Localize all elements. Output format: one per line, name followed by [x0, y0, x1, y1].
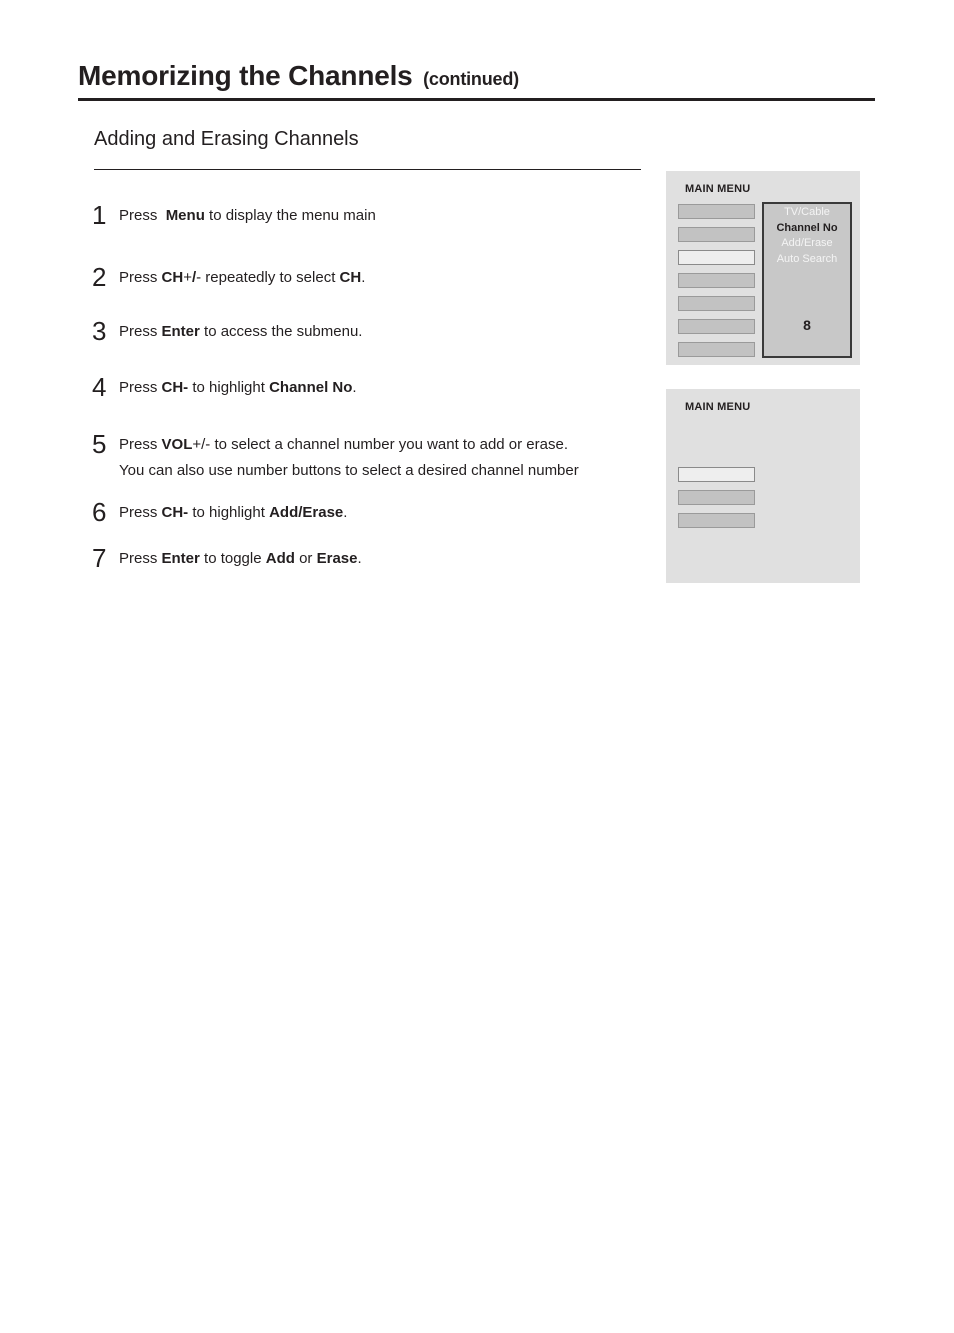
page-title: [78, 60, 519, 92]
submenu-item-channel-no: Channel No: [776, 221, 838, 234]
title-divider: [78, 98, 875, 101]
step-keyword: /: [191, 269, 197, 286]
menu-title: MAIN MENU: [685, 401, 751, 413]
step-text: [119, 203, 376, 229]
step-keyword: Enter: [161, 550, 200, 567]
submenu-item-add-erase: Add/Erase: [781, 237, 833, 249]
step-text-fragment: or: [294, 550, 317, 567]
step-keyword: CH-: [161, 504, 189, 521]
step-text-fragment: .: [352, 379, 357, 396]
step-number: 1: [92, 200, 107, 230]
step-number: 7: [92, 543, 107, 573]
channel-number-value: 8: [803, 317, 811, 333]
step-text-fragment: to toggle: [199, 550, 266, 567]
step-keyword: Enter: [161, 323, 200, 340]
menu-item-bar: [678, 227, 755, 242]
step-text-fragment: +: [183, 269, 192, 286]
step-text: [119, 319, 362, 345]
menu-item-bar: [678, 342, 755, 357]
step-text-fragment: Press: [119, 550, 162, 567]
main-menu-screen-2: [666, 389, 860, 583]
page-title-text: Memorizing the Channels: [78, 60, 413, 91]
step-text-fragment: to display the menu main: [204, 207, 376, 224]
main-menu-screen-1: [666, 171, 860, 365]
step-text-fragment: +/- to select a channel number you want to add or erase.: [192, 436, 568, 453]
step-text-fragment: .: [343, 504, 348, 521]
menu-item-bar: [678, 273, 755, 288]
page-title-suffix: (continued): [423, 69, 519, 89]
step-keyword: CH: [339, 269, 362, 286]
step-text: [119, 375, 357, 401]
step-text-fragment: Press: [119, 269, 162, 286]
menu-item-bar-selected: [678, 250, 755, 265]
step-keyword: Add/Erase: [269, 504, 344, 521]
step-text-fragment: Press: [119, 436, 162, 453]
submenu-item-auto-search: Auto Search: [776, 252, 838, 265]
step-text: [119, 500, 347, 526]
step-number: 3: [92, 316, 107, 346]
step-text: [119, 265, 365, 291]
step-number: 6: [92, 497, 107, 527]
step-keyword: Add: [265, 550, 295, 567]
submenu-item-tv-cable: TV/Cable: [784, 206, 830, 218]
step-number: 5: [92, 429, 107, 459]
step-number: 2: [92, 262, 107, 292]
step-text-fragment: - repeatedly to select: [196, 269, 340, 286]
step-text-fragment: Press: [119, 207, 166, 224]
step-keyword: Channel No: [269, 379, 353, 396]
step-text-line2: You can also use number buttons to select a desired channel number: [119, 462, 579, 479]
step-text-fragment: to highlight: [188, 504, 270, 521]
step-keyword: Menu: [165, 207, 205, 224]
step-text-fragment: .: [357, 550, 362, 567]
step-text: [119, 432, 568, 458]
section-subtitle: Adding and Erasing Channels: [94, 128, 359, 150]
step-text-fragment: Press: [119, 504, 162, 521]
step-text: [119, 546, 362, 572]
menu-title: MAIN MENU: [685, 183, 751, 195]
step-text-fragment: Press: [119, 323, 162, 340]
menu-item-bar: [678, 513, 755, 528]
menu-item-bar-selected: [678, 467, 755, 482]
menu-item-bar: [678, 204, 755, 219]
step-keyword: CH-: [161, 379, 189, 396]
step-text-fragment: .: [361, 269, 366, 286]
step-keyword: CH: [161, 269, 184, 286]
menu-item-bar: [678, 319, 755, 334]
step-text-fragment: Press: [119, 379, 162, 396]
section-divider: [94, 169, 641, 170]
step-text-fragment: to highlight: [188, 379, 270, 396]
channel-submenu: [762, 202, 852, 358]
menu-item-bar: [678, 490, 755, 505]
menu-item-bar: [678, 296, 755, 311]
step-text-fragment: to access the submenu.: [199, 323, 363, 340]
step-number: 4: [92, 372, 107, 402]
step-keyword: VOL: [161, 436, 193, 453]
step-keyword: Erase: [316, 550, 358, 567]
